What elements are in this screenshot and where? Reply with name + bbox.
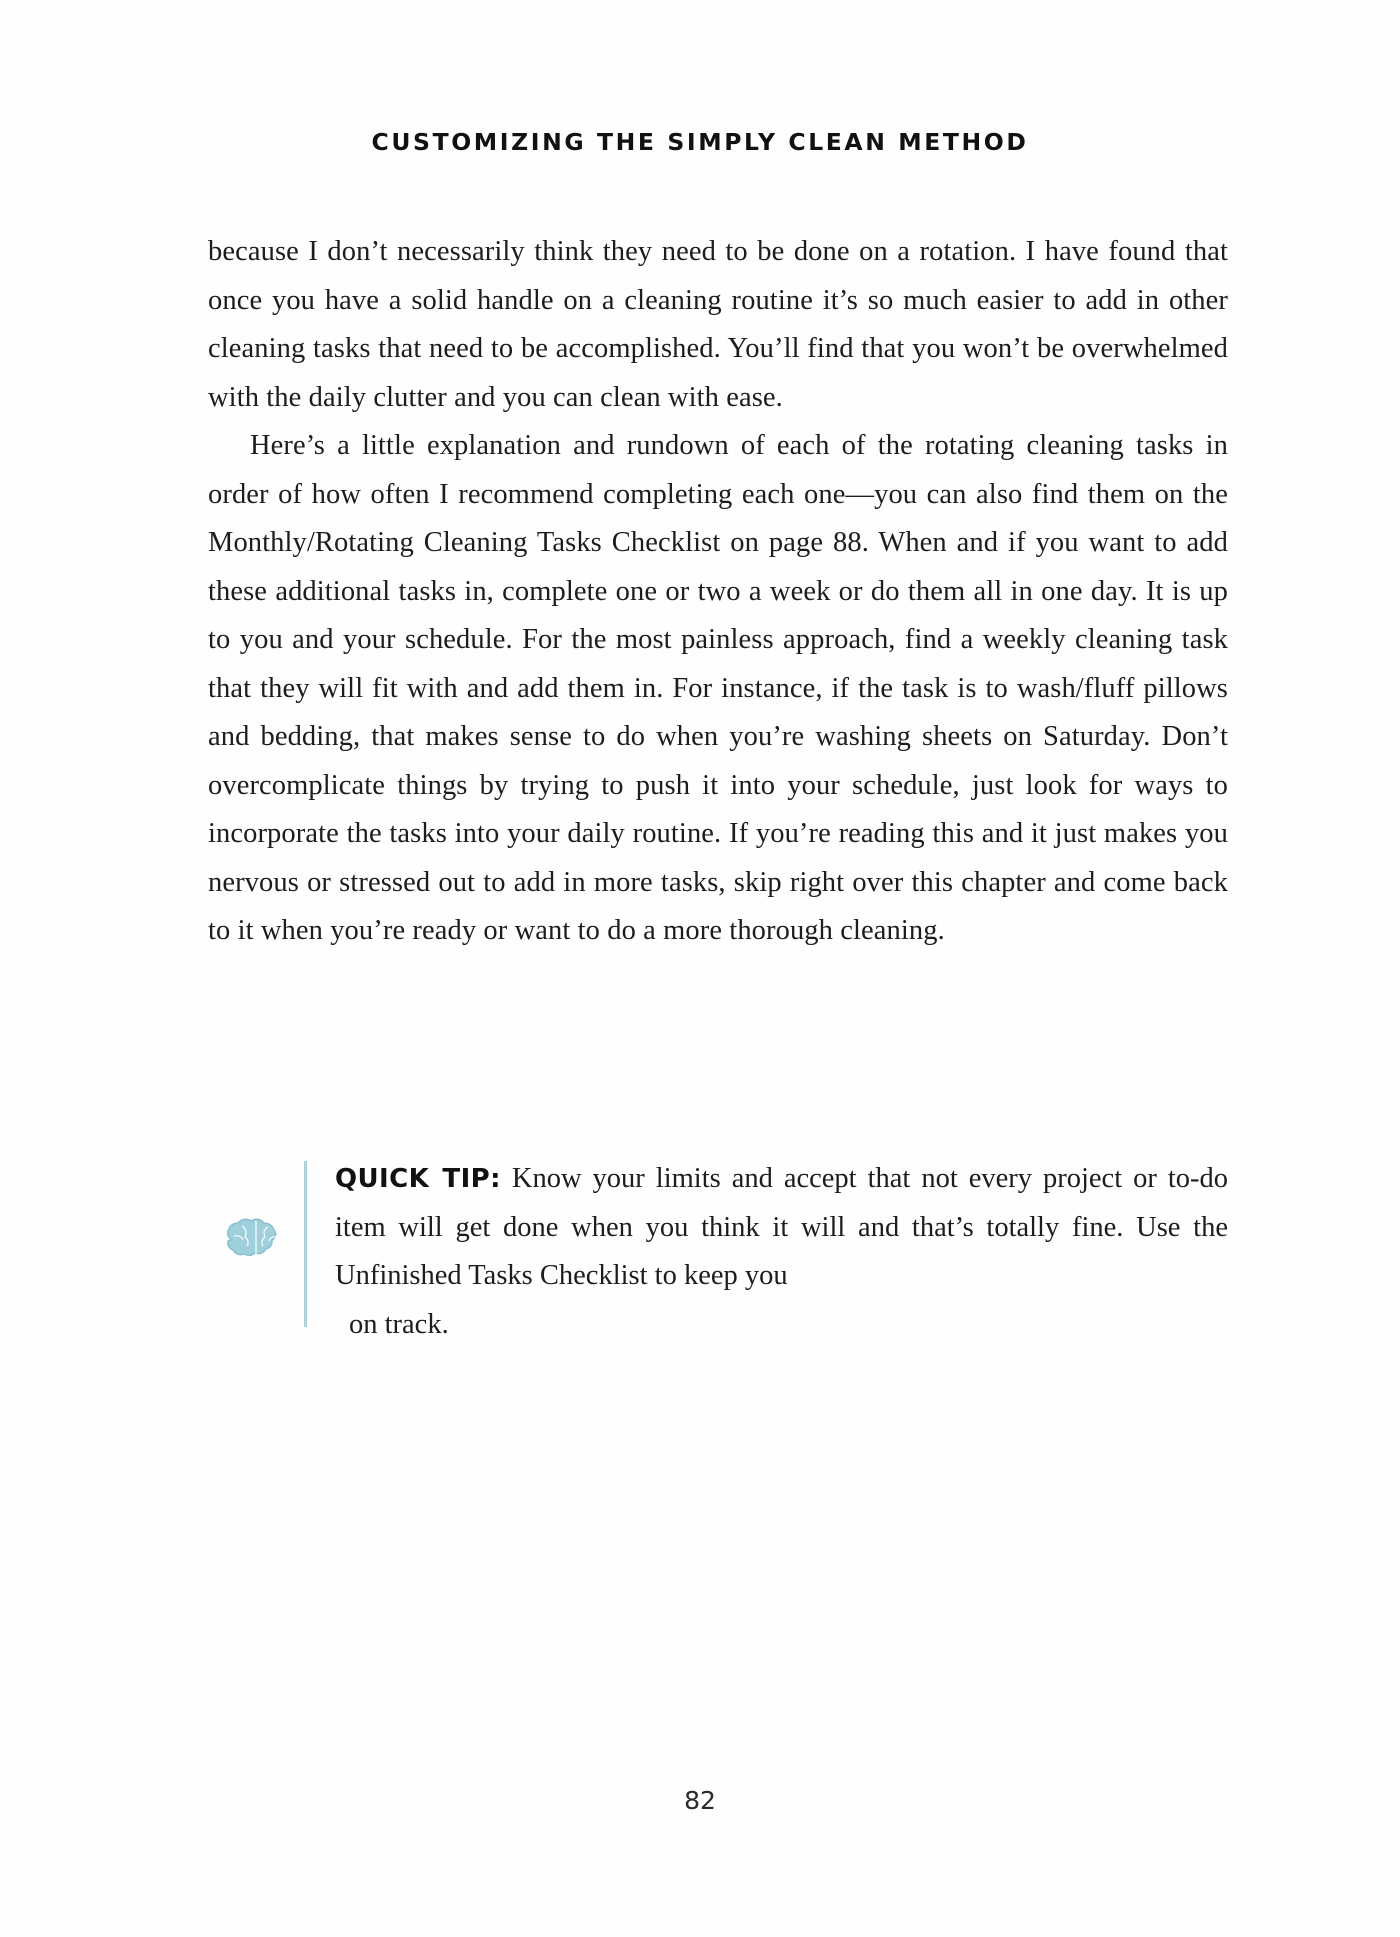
quick-tip-body-last-line: on track. — [349, 1308, 449, 1340]
paragraph: because I don’t necessarily think they need to be done on a rotation. I have found that once you have a solid handle on a cleaning routine it’s so much easier to add in other cleaning tasks that need to be accomplished. You’ll find that you won’t be overwhelmed with the daily clutter and you can clean with ease. — [208, 236, 1228, 413]
quick-tip-callout — [208, 1155, 1228, 1349]
running-head: CUSTOMIZING THE SIMPLY CLEAN METHOD — [371, 128, 1029, 156]
quick-tip-body: Know your limits and accept that not every project or to-do item will get done when you think it will and that’s totally fine. Use the Unfinished Tasks Checklist to keep you — [335, 1163, 1229, 1291]
quick-tip-label: QUICK TIP: — [335, 1164, 501, 1194]
brain-icon — [220, 1210, 292, 1270]
body-column — [208, 228, 1228, 956]
quick-tip-text — [307, 1155, 1228, 1349]
quick-tip-icon-wrap — [208, 1155, 304, 1270]
page-number: 82 — [684, 1786, 716, 1815]
paragraph: Here’s a little explanation and rundown of each of the rotating cleaning tasks in order of how often I recommend completing each one—you can also find them on the Monthly/Rotating Cleaning Tasks Checklist on page 88. When and if you want to add these additional tasks in, complete one or two a week or do them all in one day. It is up to you and your schedule. For the most painless approach, find a weekly cleaning task that they will fit with and add them in. For instance, if the task is to wash/fluff pillows and bedding, that makes sense to do when you’re washing sheets on Saturday. Don’t overcomplicate things by trying to push it into your schedule, just look for ways to incorporate the tasks into your daily routine. If you’re reading this and it just makes you nervous or stressed out to add in more tasks, skip right over this chapter and come back to it when you’re ready or want to do a more thorough cleaning. — [208, 430, 1228, 946]
